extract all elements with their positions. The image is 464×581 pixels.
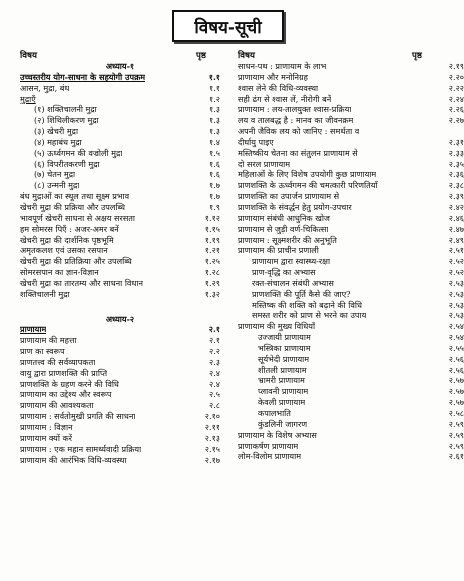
toc-entry-title: अध्याय-१ [105, 61, 135, 71]
toc-entry-page: २.२० [448, 71, 464, 82]
toc-entry-title: बंध मुद्राओं का स्थूल तथा सूक्ष्म प्रभाव [20, 191, 130, 202]
toc-entry [20, 61, 220, 72]
toc-entry-page: २.३१ [448, 136, 464, 147]
toc-entry-page: २.५३ [448, 277, 464, 288]
toc-left-column [20, 61, 220, 465]
toc-entry [238, 224, 464, 235]
toc-entry-title: रक्त-संचालन संबंधी अभ्यास [252, 277, 334, 288]
toc-entry-page: १.३ [209, 104, 220, 115]
toc-entry-title: आसन, मुद्रा, बंध [20, 82, 70, 93]
toc-entry [20, 169, 220, 180]
toc-entry [238, 126, 464, 137]
toc-entry [20, 335, 220, 346]
toc-entry-title: हम सोमरस पिएँ : अजर-अमर बनें [20, 223, 119, 234]
toc-entry-page: १.४ [209, 136, 220, 147]
toc-entry-title: (८) उन्मनी मुद्रा [34, 180, 80, 191]
toc-entry-title: कपालभाति [258, 408, 291, 418]
toc-entry [20, 159, 220, 170]
toc-entry [20, 368, 220, 379]
toc-entry-title: समस्त शरीर को प्राण से भरने का उपाय [252, 310, 367, 321]
toc-entry [20, 411, 220, 422]
toc-entry-page: २.३३ [448, 147, 464, 158]
toc-entry-page: १.३२ [204, 288, 220, 299]
toc-entry [238, 365, 464, 376]
toc-entry-page: २.५७ [448, 397, 464, 408]
toc-entry [238, 397, 464, 408]
toc-entry-page: १.१ [208, 71, 220, 82]
toc-entry-title: (५) ऊर्ध्वगमन की वज्रोली मुद्रा [34, 147, 123, 158]
toc-entry-page: १.६ [209, 169, 220, 180]
toc-entry [238, 137, 464, 148]
toc-entry-title: मस्तिष्क की शक्ति को बढ़ाने की विधि [252, 299, 362, 310]
toc-entry-title: प्राणायाम : लय-तालयुक्त श्वास-प्रक्रिया [238, 104, 352, 115]
toc-entry-title: मुद्राएँ [20, 93, 36, 104]
toc-entry-title: प्राणायाम संबंधी आधुनिक खोज [238, 212, 330, 223]
toc-entry-title: खेचरी मुद्रा की दार्शनिक पृष्ठभूमि [20, 234, 114, 245]
toc-entry [238, 256, 464, 267]
toc-entry-title: खेचरी मुद्रा की प्रक्रिया और उपलब्धि [20, 201, 126, 212]
toc-entry-page: २.१ [209, 335, 220, 346]
toc-entry-title: (६) विपरीतकरणी मुद्रा [34, 158, 100, 169]
toc-entry-page: २.११ [204, 422, 220, 432]
toc-entry-page: १.७ [209, 191, 220, 202]
toc-entry [238, 408, 464, 419]
toc-entry-page: १.२५ [204, 256, 220, 267]
toc-entry-page: २.२७ [448, 115, 464, 126]
toc-entry-page: २.२ [209, 346, 220, 357]
toc-entry-title: लोम-विलोम प्राणायाम [238, 451, 302, 462]
toc-entry-title: महिलाओं के लिए विशेष उपयोगी कुछ प्राणायाम [238, 169, 377, 180]
left-page-header: पृष्ठ [196, 51, 206, 61]
toc-entry-page: २.३६ [448, 169, 464, 180]
toc-entry-page: २.३९ [448, 191, 464, 202]
toc-entry [20, 83, 220, 94]
toc-entry-page: २.५६ [448, 353, 464, 364]
toc-entry [238, 213, 464, 224]
toc-entry-title: प्राणशक्ति की पूर्ति कैसे की जाए? [252, 288, 351, 299]
toc-entry [20, 267, 220, 278]
toc-entry [20, 104, 220, 115]
toc-entry [238, 310, 464, 321]
toc-entry-page: २.६१ [448, 451, 464, 462]
toc-entry [20, 314, 220, 325]
toc-entry-page: २.५३ [448, 299, 464, 310]
toc-entry-page: २.२४ [448, 93, 464, 104]
toc-entry [20, 324, 220, 335]
toc-entry-page: १.६ [209, 158, 220, 169]
toc-entry-title: प्राणायाम : सूक्ष्मशरीर की अनुभूति [238, 234, 337, 245]
left-subject-header: विषय [20, 51, 37, 61]
toc-entry-title: प्राण का स्वरूप [20, 346, 65, 357]
toc-entry [20, 180, 220, 191]
toc-entry-title: प्राणायाम द्वारा स्वास्थ्य-रक्षा [252, 256, 331, 267]
toc-entry [238, 321, 464, 332]
toc-entry [20, 126, 220, 137]
toc-entry-title: प्राणशक्ति के ऊर्ध्वगमन की चमत्कारी परिणतियाँ [238, 180, 378, 191]
toc-entry-page: २.५ [209, 389, 220, 400]
toc-entry [238, 300, 464, 311]
toc-entry-title: उच्चस्तरीय योग-साधना के सहयोगी उपक्रम [20, 71, 146, 82]
toc-entry-title: प्राणतत्त्व की सर्वव्यापकता [20, 356, 96, 367]
toc-entry-page: २.५२ [448, 256, 464, 267]
toc-entry [20, 202, 220, 213]
toc-entry-page: २.५८ [448, 408, 464, 418]
toc-entry-title: दीर्घायु पाइए [238, 136, 274, 147]
toc-entry-page: २.४९ [448, 234, 464, 245]
toc-entry-page: २.८ [209, 400, 220, 411]
toc-entry-title: (७) चेतन मुद्रा [34, 169, 76, 180]
toc-entry-title: प्राणायाम की प्राचीन प्रणाली [238, 245, 319, 256]
toc-entry-title: प्राणशक्ति के ग्रहण करने की विधि [20, 378, 119, 389]
toc-entry-title: अमृतकलश एवं उसका रसपान [20, 245, 108, 256]
toc-entry [20, 115, 220, 126]
toc-entry-title: प्राणायाम : सर्वतोमुखी प्रगति की साधना [20, 411, 136, 422]
toc-entry-page: १.७ [209, 180, 220, 191]
toc-entry-page: २.५९ [448, 440, 464, 451]
toc-entry-page: १.२८ [204, 267, 220, 278]
toc-entry-page: २.४२ [448, 201, 464, 212]
toc-entry-page: २.४ [209, 367, 220, 378]
toc-entry-title: प्राणायाम [20, 324, 47, 335]
toc-entry [238, 386, 464, 397]
toc-entry [20, 433, 220, 444]
toc-entry [238, 169, 464, 180]
toc-entry-page: १.२९ [204, 277, 220, 288]
toc-entry-title: प्राणायाम : विज्ञान [20, 422, 73, 432]
toc-entry [238, 94, 464, 105]
toc-entry [20, 256, 220, 267]
toc-entry-page: २.५९ [448, 429, 464, 440]
toc-entry [20, 148, 220, 159]
toc-entry-title: खेचरी मुद्रा का तारतम्य और साधना विधान [20, 277, 143, 288]
toc-entry [238, 245, 464, 256]
toc-entry-title: प्राणाकर्षण प्राणायाम [238, 440, 299, 451]
toc-entry [20, 357, 220, 368]
toc-entry [20, 245, 220, 256]
toc-entry-title: सोमरसपान का ज्ञान-विज्ञान [20, 267, 99, 278]
toc-entry [238, 332, 464, 343]
toc-entry [238, 72, 464, 83]
toc-entry-title: केवली प्राणायाम [258, 397, 306, 408]
toc-entry-page: १.९ [209, 201, 220, 212]
toc-entry [20, 346, 220, 357]
toc-entry [238, 451, 464, 462]
toc-entry [238, 419, 464, 430]
toc-right-column [238, 61, 464, 462]
toc-entry-page: १.२१ [204, 245, 220, 256]
toc-entry-title: मस्तिष्कीय चेतना का संतुलन प्राणायाम से [238, 147, 358, 158]
toc-entry [20, 289, 220, 300]
toc-entry-page: २.३८ [448, 180, 464, 191]
toc-entry-title: सूर्यभेदी प्राणायाम [258, 353, 310, 364]
toc-entry-page: १.३ [209, 115, 220, 126]
toc-entry-page: २.१७ [204, 454, 220, 465]
toc-entry-title: कुंडलिनी जागरण [258, 418, 308, 429]
toc-entry-page: १.२ [209, 93, 220, 104]
toc-entry-page: २.१५ [204, 443, 220, 454]
toc-entry-page: २.१३ [204, 432, 220, 443]
page-title: विषय-सूची [172, 10, 284, 42]
toc-entry [238, 61, 464, 72]
toc-entry-title: (३) खेचरी मुद्रा [34, 126, 79, 137]
toc-entry-page: १.१२ [204, 212, 220, 223]
toc-entry-title: प्राणायाम : एक महान सामर्थ्यवादी प्रक्रिया [20, 443, 142, 454]
toc-entry [238, 148, 464, 159]
toc-entry-title: (२) शिथिलीकरण मुद्रा [34, 115, 99, 126]
toc-entry-page: २.१० [204, 411, 220, 422]
toc-entry [20, 137, 220, 148]
toc-entry-title: श्वास लेने की विधि-व्यवस्था [238, 82, 319, 93]
toc-entry-title: लय व तालबद्ध है : मानव का जीवनक्रम [238, 115, 354, 126]
toc-entry-title: प्राणायाम और मनोनिग्रह [238, 71, 308, 82]
toc-entry [238, 202, 464, 213]
toc-entry-page: १.१ [209, 82, 220, 93]
toc-entry-title: प्राणायाम की महत्ता [20, 335, 77, 346]
toc-entry-title: शीतली प्राणायाम [258, 364, 307, 375]
toc-entry [20, 379, 220, 390]
toc-entry [238, 104, 464, 115]
toc-entry-page: २.५९ [448, 418, 464, 429]
toc-entry [238, 191, 464, 202]
toc-entry-page: २.१ [208, 324, 220, 335]
toc-entry [238, 115, 464, 126]
toc-entry-title: भस्त्रिका प्राणायाम [258, 342, 311, 353]
toc-entry-title: प्राणायाम से जुड़ी वर्ण-चिकित्सा [238, 223, 329, 234]
toc-entry-page: २.५७ [448, 375, 464, 386]
toc-entry-title: उज्जायी प्राणायाम [258, 332, 311, 343]
toc-entry [238, 235, 464, 246]
toc-entry-title: अपनी जैविक लय को जानिए : समर्थता व [238, 126, 360, 137]
toc-entry-title: भ्रामरी प्राणायाम [258, 375, 305, 386]
toc-entry-page: २.४६ [448, 212, 464, 223]
toc-entry-title: प्राण-वृद्धि का अभ्यास [252, 267, 316, 278]
toc-entry-page: २.५७ [448, 386, 464, 397]
toc-entry [20, 278, 220, 289]
toc-entry-title: अध्याय-२ [105, 313, 135, 324]
toc-entry-title: प्लावनी प्राणायाम [258, 386, 309, 397]
toc-entry-page: १.१५ [204, 223, 220, 234]
toc-entry [238, 289, 464, 300]
toc-entry-title: प्राणायाम की मुख्य विधियाँ [238, 321, 316, 332]
toc-entry-page: २.५३ [448, 310, 464, 321]
toc-entry [20, 400, 220, 411]
toc-entry [20, 455, 220, 466]
toc-entry-page: १.१९ [204, 234, 220, 245]
toc-entry [20, 300, 220, 314]
toc-entry-page: २.१९ [448, 61, 464, 71]
toc-entry-page: २.५३ [448, 288, 464, 299]
toc-entry [20, 94, 220, 105]
toc-entry-title: प्राणशक्ति के संवर्द्धन हेतु प्रयोग-उपचार [238, 201, 352, 212]
toc-entry [238, 83, 464, 94]
right-subject-header: विषय [238, 51, 255, 61]
toc-entry-title: प्राणशक्ति का उपार्जन प्राणायाम से [238, 191, 340, 202]
toc-entry-title: खेचरी मुद्रा की प्रतिक्रिया और उपलब्धि [20, 256, 132, 267]
toc-entry-title: प्राणायाम के विशेष अभ्यास [238, 429, 317, 440]
toc-entry [20, 213, 220, 224]
toc-entry-page: २.५१ [448, 245, 464, 256]
toc-entry [238, 354, 464, 365]
toc-entry [20, 235, 220, 246]
toc-entry [238, 180, 464, 191]
toc-entry-title: भावपूर्ण खेचरी साधना से अक्षय सरसता [20, 212, 136, 223]
toc-entry-page: २.२२ [448, 82, 464, 93]
toc-entry-page: १.३ [209, 126, 220, 137]
toc-entry [238, 278, 464, 289]
toc-entry-title: (४) महाबंध मुद्रा [34, 136, 82, 147]
toc-entry-title: (१) शक्तिचालनी मुद्रा [34, 104, 97, 115]
toc-entry-page: २.४७ [448, 223, 464, 234]
toc-entry-title: प्राणायाम की आरंभिक विधि-व्यवस्था [20, 454, 127, 465]
toc-entry-title: प्राणायाम की आवश्यकता [20, 400, 94, 411]
toc-entry [20, 191, 220, 202]
right-page-header: पृष्ठ [412, 51, 422, 61]
toc-entry-title: प्राणायाम का उद्देश्य और स्वरूप [20, 389, 112, 400]
toc-entry [238, 343, 464, 354]
toc-entry-title: प्राणायाम क्यों करें [20, 432, 73, 443]
toc-entry-page: २.५४ [448, 321, 464, 332]
toc-entry-page: २.४ [209, 378, 220, 389]
toc-entry-page: १.५ [209, 147, 220, 158]
toc-entry-title: साधन-पथ : प्राणायाम के लाभ [238, 61, 327, 71]
toc-entry-page: २.३५ [448, 158, 464, 169]
toc-entry [20, 444, 220, 455]
toc-entry-page: २.३ [209, 356, 220, 367]
toc-entry [20, 224, 220, 235]
toc-entry [20, 422, 220, 433]
toc-entry-title: शक्तिचालनी मुद्रा [20, 288, 70, 299]
toc-entry [238, 430, 464, 441]
toc-entry-page: २.५६ [448, 364, 464, 375]
toc-entry [20, 389, 220, 400]
toc-entry-page: २.५४ [448, 332, 464, 343]
toc-entry-page: २.२६ [448, 104, 464, 115]
toc-entry-title: दो सरल प्राणायाम [238, 158, 291, 169]
toc-entry [238, 267, 464, 278]
toc-entry-title: वायु द्वारा प्राणशक्ति की प्राप्ति [20, 367, 108, 378]
toc-entry [238, 441, 464, 452]
toc-entry [238, 159, 464, 170]
toc-entry [20, 72, 220, 83]
toc-entry [238, 375, 464, 386]
toc-entry-title: सही ढंग से श्वास लें, नीरोगी बनें [238, 93, 332, 104]
toc-entry-page: २.५५ [448, 342, 464, 353]
toc-entry-page: २.५२ [448, 267, 464, 278]
